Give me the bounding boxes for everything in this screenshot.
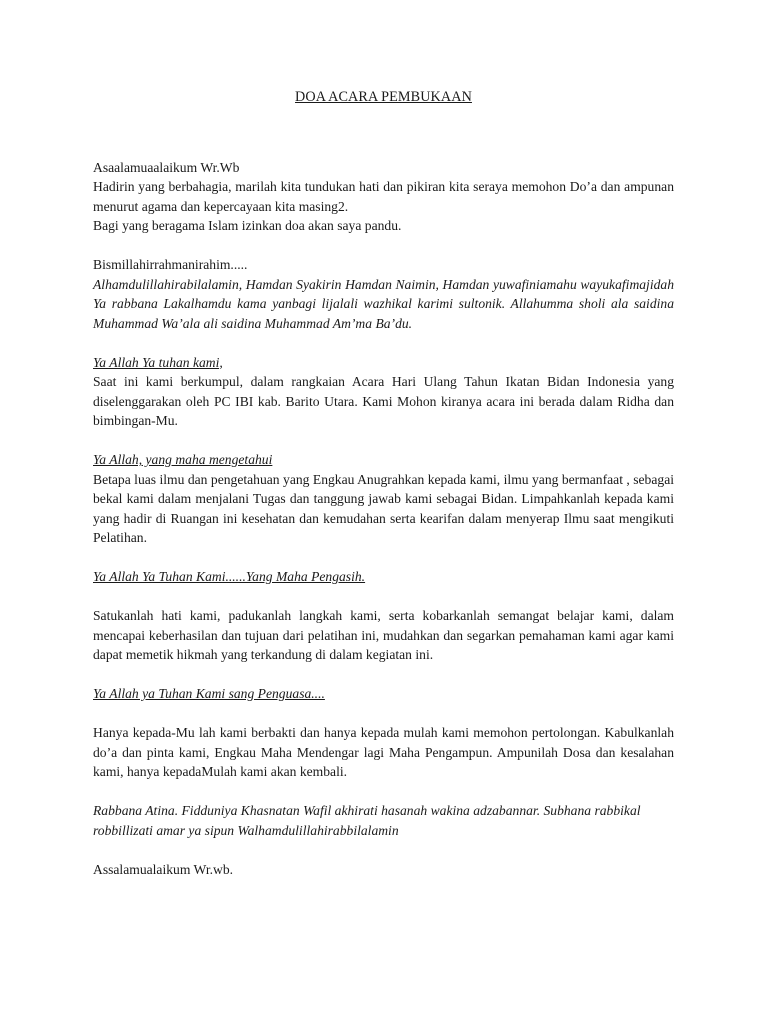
bismillah-line: Bismillahirrahmanirahim..... bbox=[93, 257, 248, 272]
section-3-heading: Ya Allah Ya Tuhan Kami......Yang Maha Pengasih. bbox=[93, 569, 366, 584]
opening-block bbox=[93, 158, 674, 236]
closing-greeting: Assalamualaikum Wr.wb. bbox=[93, 861, 234, 877]
opening-greeting: Asaalamuaalaikum Wr.Wb bbox=[93, 159, 240, 175]
bismillah-prayer: Alhamdulillahirabilalamin, Hamdan Syakirin Hamdan Naimin, Hamdan yuwafiniamahu wayukafimajidah Ya rabbana Lakalhamdu kama yanbagi lijalali wazhikal karimi sultonik. Allahumma sholi ala saidina Muhammad Wa’ala ali saidina Muhammad Am’ma Ba’du. bbox=[93, 276, 674, 331]
opening-line-2: Bagi yang beragama Islam izinkan doa akan saya pandu. bbox=[93, 218, 402, 233]
opening-line-1: Hadirin yang berbahagia, marilah kita tundukan hati dan pikiran kita seraya memohon Do’a dan ampunan menurut agama dan kepercayaan kita masing2. bbox=[93, 179, 674, 214]
section-4-heading: Ya Allah ya Tuhan Kami sang Penguasa.... bbox=[93, 686, 325, 701]
document-page bbox=[93, 88, 674, 879]
section-2-body: Betapa luas ilmu dan pengetahuan yang Engkau Anugrahkan kepada kami, ilmu yang bermanfaat , sebagai bekal kami dalam menjalani Tugas dan tanggung jawab kami sebagai Bidan. Limpahkanlah kepada kami yang hadir di Ruangan ini kesehatan dan kemudahan serta kearifan dalam menyerap Ilmu saat mengikuti Pelatihan. bbox=[93, 471, 674, 545]
section-1-heading: Ya Allah Ya tuhan kami, bbox=[93, 354, 223, 370]
section-4-body: Hanya kepada-Mu lah kami berbakti dan hanya kepada mulah kami memohon pertolongan. Kabulkanlah do’a dan pinta kami, Engkau Maha Mendengar lagi Maha Pengampun. Ampunilah Dosa dan kesalahan kami, hanya kepadaMulah kami akan kembali. bbox=[93, 725, 674, 779]
section-1-body: Saat ini kami berkumpul, dalam rangkaian Acara Hari Ulang Tahun Ikatan Bidan Indonesia yang diselenggarakan oleh PC IBI kab. Barito Utara. Kami Mohon kiranya acara ini berada dalam Ridha dan bimbingan-Mu. bbox=[93, 374, 674, 428]
page-title: DOA ACARA PEMBUKAAN bbox=[295, 89, 472, 105]
closing-block bbox=[93, 801, 674, 879]
section-2 bbox=[93, 450, 674, 548]
bismillah-block bbox=[93, 255, 674, 333]
section-3 bbox=[93, 567, 674, 665]
section-3-body: Satukanlah hati kami, padukanlah langkah kami, serta kobarkanlah semangat belajar kami, dalam mencapai keberhasilan dan tujuan dari pelatihan ini, mudahkan dan segarkan pemahaman kami agar kami dapat memetik hikmah yang terkandung di dalam kegiatan ini. bbox=[93, 608, 674, 662]
section-4 bbox=[93, 684, 674, 782]
section-1 bbox=[93, 353, 674, 431]
section-2-heading: Ya Allah, yang maha mengetahui bbox=[93, 452, 273, 467]
closing-prayer: Rabbana Atina. Fidduniya Khasnatan Wafil akhirati hasanah wakina adzabannar. Subhana rabbikal robbillizati amar ya sipun Walhamdulillahirabbilalamin bbox=[93, 803, 641, 838]
